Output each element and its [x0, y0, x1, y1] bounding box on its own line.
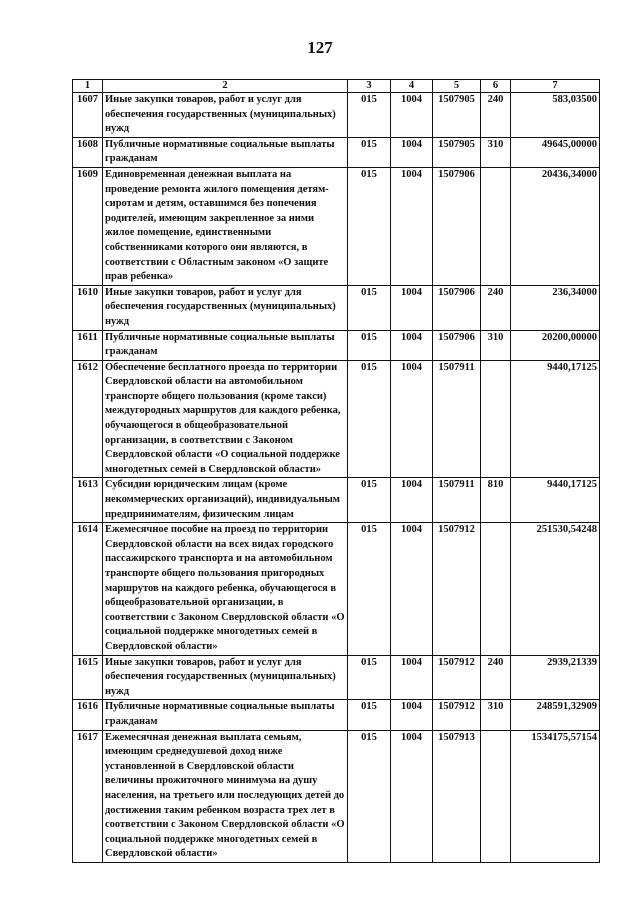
row-amount: 9440,17125: [511, 360, 600, 478]
table-row: [73, 523, 600, 655]
column-header: 3: [348, 80, 391, 93]
expense-type-code: 310: [481, 700, 511, 730]
section-code: 1004: [391, 700, 433, 730]
table-row: [73, 93, 600, 138]
column-header: 1: [73, 80, 103, 93]
header-row: [73, 80, 600, 93]
row-description: Публичные нормативные социальные выплаты гражданам: [103, 700, 348, 730]
row-description: Субсидии юридическим лицам (кроме некоммерческих организаций), индивидуальным предпринимателям, физическим лицам: [103, 478, 348, 523]
table-row: [73, 478, 600, 523]
section-code: 1004: [391, 167, 433, 285]
target-article-code: 1507906: [433, 167, 481, 285]
table-row: [73, 700, 600, 730]
target-article-code: 1507912: [433, 700, 481, 730]
target-article-code: 1507905: [433, 137, 481, 167]
row-description: Иные закупки товаров, работ и услуг для обеспечения государственных (муниципальных) нужд: [103, 93, 348, 138]
target-article-code: 1507912: [433, 523, 481, 655]
row-description: Единовременная денежная выплата на проведение ремонта жилого помещения детям-сиротам и детям, оставшимся без попечения родителей, имеющим закрепленное за ними жилое помещение, единственными собственниками которого они являются, в соответствии с Областным законом «О защите прав ребенка»: [103, 167, 348, 285]
target-article-code: 1507906: [433, 285, 481, 330]
ministry-code: 015: [348, 137, 391, 167]
row-amount: 248591,32909: [511, 700, 600, 730]
ministry-code: 015: [348, 360, 391, 478]
expense-type-code: 810: [481, 478, 511, 523]
ministry-code: 015: [348, 523, 391, 655]
section-code: 1004: [391, 137, 433, 167]
ministry-code: 015: [348, 478, 391, 523]
expense-type-code: [481, 360, 511, 478]
section-code: 1004: [391, 330, 433, 360]
ministry-code: 015: [348, 167, 391, 285]
row-number: 1613: [73, 478, 103, 523]
row-number: 1614: [73, 523, 103, 655]
table-row: [73, 167, 600, 285]
ministry-code: 015: [348, 655, 391, 700]
row-amount: 236,34000: [511, 285, 600, 330]
row-amount: 1534175,57154: [511, 730, 600, 862]
expense-type-code: 240: [481, 93, 511, 138]
column-header: 7: [511, 80, 600, 93]
table-row: [73, 730, 600, 862]
row-number: 1610: [73, 285, 103, 330]
expense-type-code: 240: [481, 655, 511, 700]
section-code: 1004: [391, 478, 433, 523]
table-row: [73, 655, 600, 700]
row-description: Ежемесячное пособие на проезд по территории Свердловской области на всех видах городского пассажирского транспорта и на автомобильном транспорте общего пользования пригородных маршрутов на каждого ребенка, обучающегося в общеобразовательной организации, в соответствии с Законом Свердловской области «О социальной поддержке многодетных семей в Свердловской области»: [103, 523, 348, 655]
column-header: 5: [433, 80, 481, 93]
row-number: 1612: [73, 360, 103, 478]
ministry-code: 015: [348, 93, 391, 138]
row-description: Ежемесячная денежная выплата семьям, имеющим среднедушевой доход ниже установленной в Свердловской области величины прожиточного минимума на душу населения, на третьего или последующих детей до достижения таким ребенком возраста трех лет в соответствии с Законом Свердловской области «О социальной поддержке многодетных семей в Свердловской области»: [103, 730, 348, 862]
section-code: 1004: [391, 730, 433, 862]
column-header: 4: [391, 80, 433, 93]
table-row: [73, 285, 600, 330]
row-amount: 20436,34000: [511, 167, 600, 285]
section-code: 1004: [391, 523, 433, 655]
row-amount: 251530,54248: [511, 523, 600, 655]
row-amount: 2939,21339: [511, 655, 600, 700]
target-article-code: 1507911: [433, 478, 481, 523]
table-row: [73, 360, 600, 478]
page-number: 127: [307, 38, 333, 57]
row-description: Публичные нормативные социальные выплаты гражданам: [103, 330, 348, 360]
section-code: 1004: [391, 285, 433, 330]
row-description: Иные закупки товаров, работ и услуг для обеспечения государственных (муниципальных) нужд: [103, 285, 348, 330]
target-article-code: 1507913: [433, 730, 481, 862]
table-row: [73, 330, 600, 360]
target-article-code: 1507912: [433, 655, 481, 700]
row-description: Публичные нормативные социальные выплаты гражданам: [103, 137, 348, 167]
section-code: 1004: [391, 360, 433, 478]
row-amount: 9440,17125: [511, 478, 600, 523]
row-amount: 20200,00000: [511, 330, 600, 360]
ministry-code: 015: [348, 285, 391, 330]
target-article-code: 1507905: [433, 93, 481, 138]
expense-type-code: [481, 167, 511, 285]
column-header: 2: [103, 80, 348, 93]
row-amount: 49645,00000: [511, 137, 600, 167]
table-row: [73, 137, 600, 167]
ministry-code: 015: [348, 330, 391, 360]
section-code: 1004: [391, 655, 433, 700]
ministry-code: 015: [348, 730, 391, 862]
expense-type-code: 310: [481, 137, 511, 167]
row-amount: 583,03500: [511, 93, 600, 138]
row-number: 1617: [73, 730, 103, 862]
expense-type-code: 310: [481, 330, 511, 360]
row-number: 1608: [73, 137, 103, 167]
ministry-code: 015: [348, 700, 391, 730]
row-number: 1615: [73, 655, 103, 700]
target-article-code: 1507911: [433, 360, 481, 478]
row-number: 1611: [73, 330, 103, 360]
column-header: 6: [481, 80, 511, 93]
target-article-code: 1507906: [433, 330, 481, 360]
row-number: 1609: [73, 167, 103, 285]
row-number: 1607: [73, 93, 103, 138]
section-code: 1004: [391, 93, 433, 138]
expense-type-code: 240: [481, 285, 511, 330]
row-number: 1616: [73, 700, 103, 730]
row-description: Иные закупки товаров, работ и услуг для обеспечения государственных (муниципальных) нужд: [103, 655, 348, 700]
expense-type-code: [481, 523, 511, 655]
expense-type-code: [481, 730, 511, 862]
row-description: Обеспечение бесплатного проезда по территории Свердловской области на автомобильном транспорте общего пользования (кроме такси) междугородных маршрутов для каждого ребенка, обучающегося в общеобразовательной организации, в соответствии с Законом Свердловской области «О социальной поддержке многодетных семей в Свердловской области»: [103, 360, 348, 478]
budget-table: [72, 79, 600, 863]
